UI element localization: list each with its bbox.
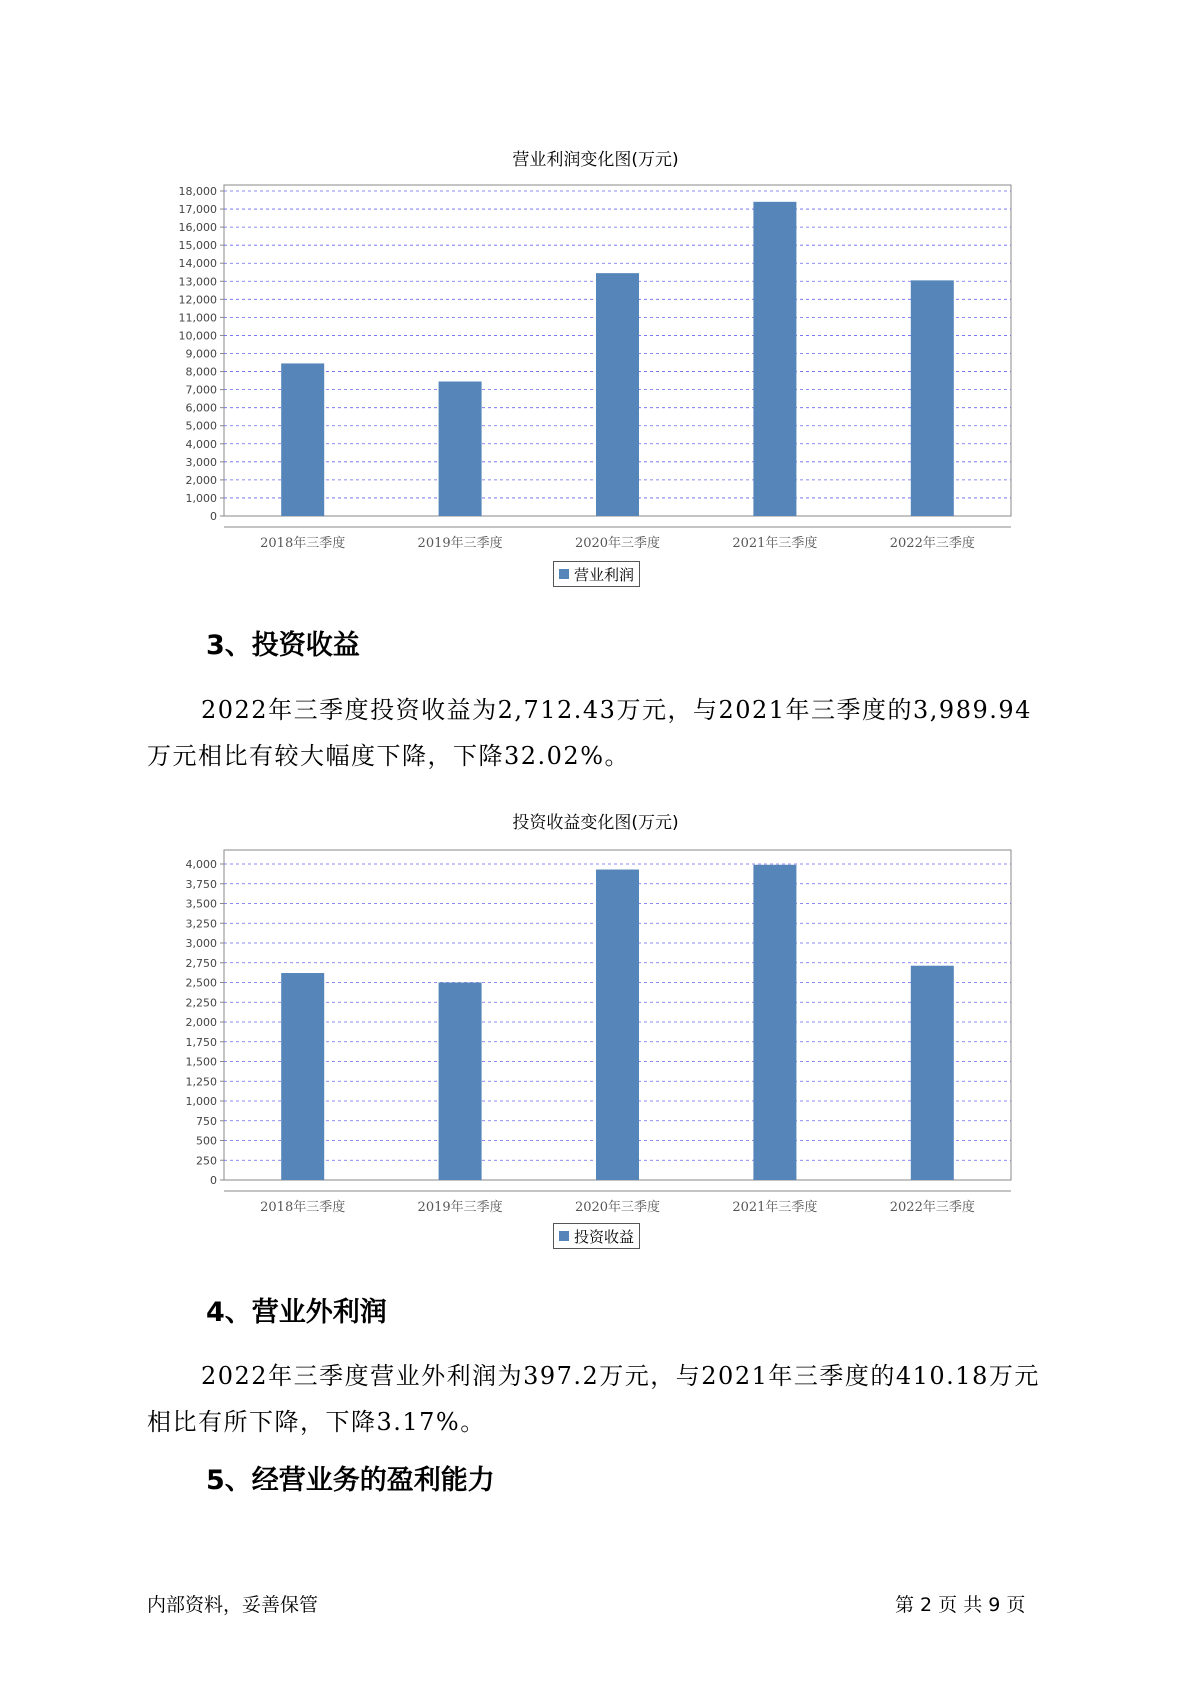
y-tick-label: 13,000 [178, 275, 217, 289]
y-tick-label: 2,000 [185, 473, 217, 487]
x-tick-label: 2018年三季度 [260, 1200, 346, 1215]
section-5-heading: 5、经营业务的盈利能力 [206, 1465, 495, 1496]
y-tick-label: 1,500 [185, 1055, 217, 1069]
chart1-title: 营业利润变化图(万元) [512, 150, 679, 170]
y-tick-label: 2,000 [185, 1016, 217, 1029]
y-tick-label: 14,000 [178, 257, 217, 271]
paragraph-line: 相比有所下降，下降3.17%。 [147, 1408, 486, 1436]
y-tick-label: 250 [196, 1154, 217, 1168]
x-tick-label: 2022年三季度 [889, 536, 975, 551]
x-tick-label: 2020年三季度 [574, 536, 661, 551]
y-tick-label: 15,000 [178, 239, 217, 253]
y-tick-label: 4,000 [185, 437, 217, 451]
y-tick-label: 500 [196, 1134, 217, 1148]
y-tick-label: 1,250 [185, 1075, 217, 1089]
x-tick-label: 2019年三季度 [417, 536, 503, 551]
y-tick-label: 3,750 [185, 877, 217, 891]
bar [753, 865, 796, 1180]
bar [281, 973, 324, 1180]
y-tick-label: 0 [210, 1174, 217, 1187]
y-tick-label: 3,250 [185, 917, 217, 931]
y-tick-label: 8,000 [185, 365, 217, 379]
x-tick-label: 2018年三季度 [260, 536, 346, 551]
x-tick-label: 2021年三季度 [732, 1200, 818, 1215]
chart2-legend [553, 1223, 640, 1249]
y-tick-label: 1,000 [185, 491, 217, 505]
y-tick-label: 1,000 [185, 1095, 217, 1108]
y-tick-label: 6,000 [185, 401, 217, 415]
y-tick-label: 3,000 [185, 455, 217, 469]
chart2-title: 投资收益变化图(万元) [512, 813, 679, 833]
y-tick-label: 12,000 [178, 293, 217, 307]
y-tick-label: 2,750 [185, 956, 217, 970]
x-tick-label: 2021年三季度 [732, 536, 818, 551]
y-tick-label: 18,000 [178, 185, 217, 198]
y-tick-label: 17,000 [178, 203, 217, 217]
x-tick-label: 2019年三季度 [417, 1200, 503, 1215]
y-tick-label: 11,000 [178, 311, 217, 325]
footer-page-number: 第 2 页 共 9 页 [895, 1594, 1026, 1616]
chart1-legend-label: 营业利润 [574, 565, 635, 584]
bar [596, 870, 639, 1180]
y-tick-label: 9,000 [185, 347, 217, 361]
y-tick-label: 16,000 [178, 221, 217, 235]
section-4-paragraph [147, 1353, 1067, 1445]
y-tick-label: 4,000 [185, 858, 217, 871]
x-tick-label: 2020年三季度 [574, 1200, 661, 1215]
y-tick-label: 3,000 [185, 937, 217, 950]
paragraph-line: 万元相比有较大幅度下降，下降32.02%。 [147, 742, 631, 770]
y-tick-label: 7,000 [185, 383, 217, 397]
legend-swatch [559, 1231, 569, 1241]
section-4-heading: 4、营业外利润 [206, 1297, 387, 1328]
y-tick-label: 2,250 [185, 996, 217, 1010]
paragraph-line: 2022年三季度营业外利润为397.2万元，与2021年三季度的410.18万元 [201, 1362, 1040, 1390]
y-tick-label: 750 [196, 1114, 217, 1128]
section-3-heading: 3、投资收益 [206, 630, 360, 661]
y-tick-label: 3,500 [185, 897, 217, 911]
footer-confidential: 内部资料，妥善保管 [147, 1594, 319, 1616]
y-tick-label: 2,500 [185, 976, 217, 990]
y-tick-label: 5,000 [185, 419, 217, 433]
y-tick-label: 1,750 [185, 1035, 217, 1049]
bar [439, 983, 482, 1181]
bar [911, 966, 954, 1180]
y-tick-label: 10,000 [178, 329, 217, 343]
x-tick-label: 2022年三季度 [889, 1200, 975, 1215]
paragraph-line: 2022年三季度投资收益为2,712.43万元，与2021年三季度的3,989.94 [201, 696, 1032, 724]
y-tick-label: 0 [210, 510, 217, 523]
chart2-legend-label: 投资收益 [574, 1227, 635, 1246]
